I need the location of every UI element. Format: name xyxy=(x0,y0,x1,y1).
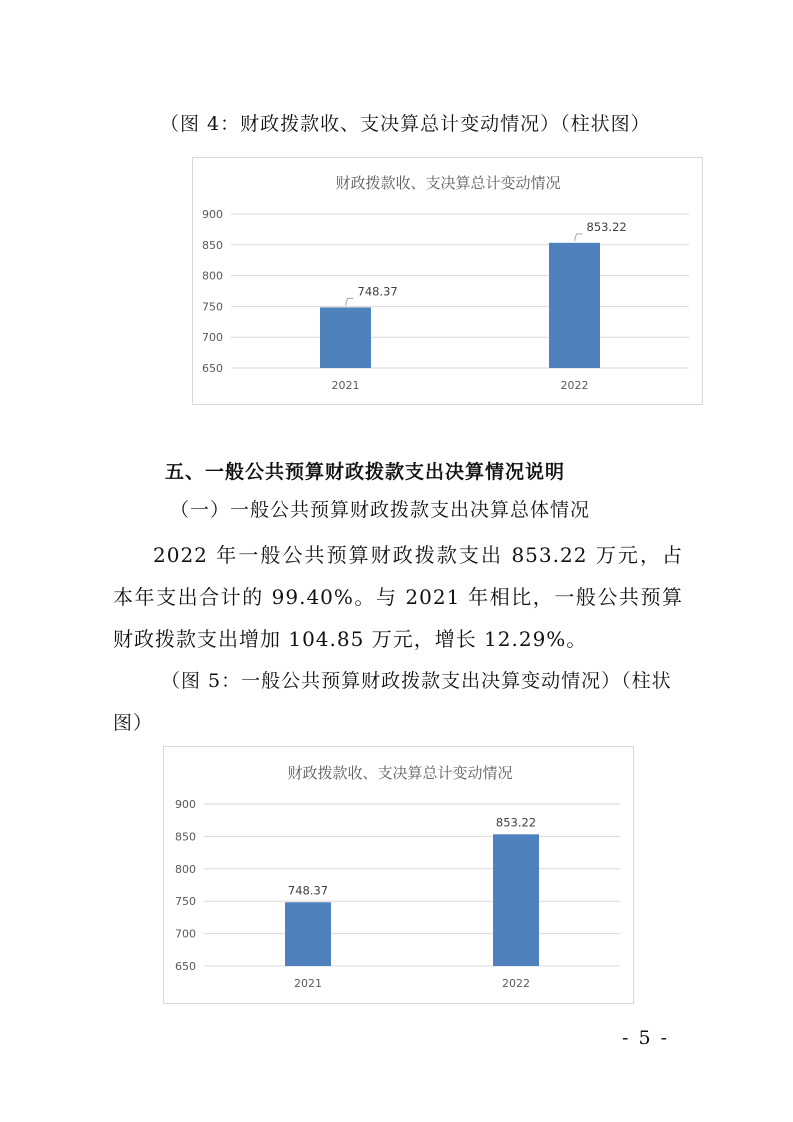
y-tick-label: 650 xyxy=(202,362,223,375)
data-label: 853.22 xyxy=(586,219,627,234)
y-tick-label: 650 xyxy=(175,960,196,973)
bar-2022 xyxy=(493,834,539,966)
chart-figure-5 xyxy=(163,746,634,1004)
y-tick-label: 750 xyxy=(202,300,223,314)
x-tick-label: 2021 xyxy=(331,379,360,392)
figure-4-caption: （图 4：财政拨款收、支决算总计变动情况）（柱状图） xyxy=(160,113,651,135)
y-tick-label: 850 xyxy=(175,830,196,844)
chart-5-svg xyxy=(164,747,633,1003)
y-tick-label: 700 xyxy=(202,331,223,345)
data-label: 748.37 xyxy=(357,284,398,299)
x-tick-label: 2021 xyxy=(294,977,322,990)
chart-4-svg xyxy=(193,158,702,404)
figure-5-caption: （图 5：一般公共预算财政拨款支出决算变动情况）（柱状图） xyxy=(113,670,672,734)
body-paragraph: 2022 年一般公共预算财政拨款支出 853.22 万元，占本年支出合计的 99.40%。与 2021 年相比，一般公共预算财政拨款支出增加 104.85 万元，增长 12.29%。 xyxy=(113,543,683,651)
x-tick-label: 2022 xyxy=(560,379,589,392)
y-tick-label: 800 xyxy=(175,862,196,876)
data-label-leader xyxy=(346,298,354,305)
data-label: 853.22 xyxy=(495,815,537,830)
x-tick-label: 2022 xyxy=(502,977,530,990)
data-label-leader xyxy=(575,234,583,241)
chart-title: 财政拨款收、支决算总计变动情况 xyxy=(287,764,513,782)
chart-title: 财政拨款收、支决算总计变动情况 xyxy=(335,174,561,192)
y-tick-label: 900 xyxy=(202,208,223,221)
data-label: 748.37 xyxy=(287,883,329,898)
bar-2022 xyxy=(549,243,600,368)
y-tick-label: 900 xyxy=(175,798,196,811)
y-tick-label: 750 xyxy=(175,895,196,909)
bar-2021 xyxy=(285,902,331,966)
chart-figure-4 xyxy=(192,157,703,405)
y-tick-label: 800 xyxy=(202,269,223,283)
page-number: - 5 - xyxy=(622,1027,670,1049)
sub-heading: （一）一般公共预算财政拨款支出决算总体情况 xyxy=(170,499,591,521)
section-heading: 五、一般公共预算财政拨款支出决算情况说明 xyxy=(165,461,566,483)
y-tick-label: 850 xyxy=(202,238,223,252)
y-tick-label: 700 xyxy=(175,927,196,941)
bar-2021 xyxy=(320,307,371,368)
